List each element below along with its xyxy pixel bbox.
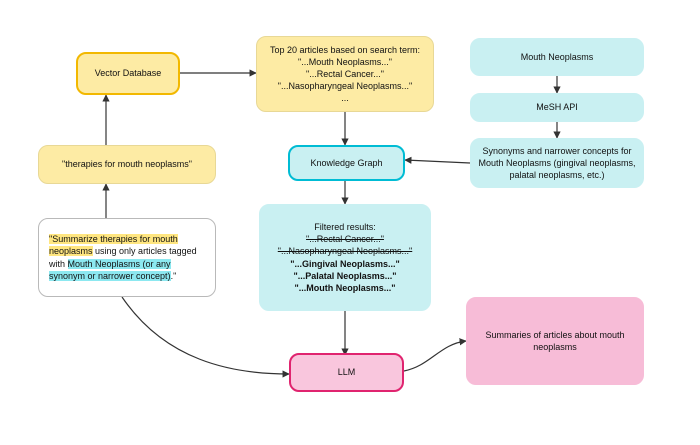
mesh-api-label: MeSH API <box>536 102 578 113</box>
node-therapies-query[interactable] <box>38 145 216 184</box>
filtered-results-line-5: "...Palatal Neoplasms..." <box>293 270 397 281</box>
prompt-segment-2: neoplasms <box>49 246 93 257</box>
node-vector-database[interactable] <box>76 52 180 95</box>
node-synonyms[interactable] <box>470 138 644 188</box>
top-articles-line-4: "...Nasopharyngeal Neoplasms..." <box>277 81 413 92</box>
node-mesh-api[interactable] <box>470 93 644 122</box>
prompt-segment-1: "Summarize therapies for mouth <box>49 234 178 245</box>
summaries-line-2: neoplasms <box>533 342 577 352</box>
summaries-line-1: Summaries of articles about mouth <box>485 329 625 340</box>
synonyms-line-1: Synonyms and narrower concepts for <box>482 145 632 156</box>
synonyms-line-3: palatal neoplasms, etc.) <box>509 170 605 181</box>
prompt-segment-4: with <box>49 258 68 269</box>
filtered-results-line-2: "...Rectal Cancer..." <box>306 234 384 245</box>
vector-database-label: Vector Database <box>94 68 162 79</box>
top-articles-line-1: Top 20 articles based on search term: <box>269 44 421 55</box>
llm-label: LLM <box>337 367 356 378</box>
prompt-segment-3: using only articles tagged <box>92 246 197 257</box>
prompt-segment-5: Mouth Neoplasms (or any <box>67 258 171 269</box>
filtered-results-line-1: Filtered results: <box>314 222 376 233</box>
top-articles-line-5: ... <box>341 93 349 104</box>
node-prompt[interactable] <box>38 218 216 297</box>
prompt-segment-6: synonym or narrower concept) <box>49 270 171 281</box>
mouth-neoplasms-label: Mouth Neoplasms <box>520 51 594 62</box>
filtered-results-line-6: "...Mouth Neoplasms..." <box>294 282 396 293</box>
node-summaries[interactable] <box>466 297 644 385</box>
knowledge-graph-label: Knowledge Graph <box>310 157 383 168</box>
top-articles-line-3: "...Rectal Cancer..." <box>306 68 384 79</box>
therapies-query-label: "therapies for mouth neoplasms" <box>62 159 192 170</box>
node-top-articles[interactable] <box>256 36 434 112</box>
node-mouth-neoplasms[interactable] <box>470 38 644 76</box>
node-llm[interactable] <box>289 353 404 392</box>
top-articles-line-2: "...Mouth Neoplasms..." <box>298 56 392 67</box>
filtered-results-line-3: "...Nasopharyngeal Neoplasms..." <box>277 246 413 257</box>
filtered-results-line-4: "...Gingival Neoplasms..." <box>290 258 400 269</box>
node-knowledge-graph[interactable] <box>288 145 405 181</box>
synonyms-line-2: Mouth Neoplasms (gingival neoplasms, <box>478 157 636 168</box>
node-filtered-results[interactable] <box>259 204 431 311</box>
prompt-segment-7: ." <box>170 270 177 281</box>
